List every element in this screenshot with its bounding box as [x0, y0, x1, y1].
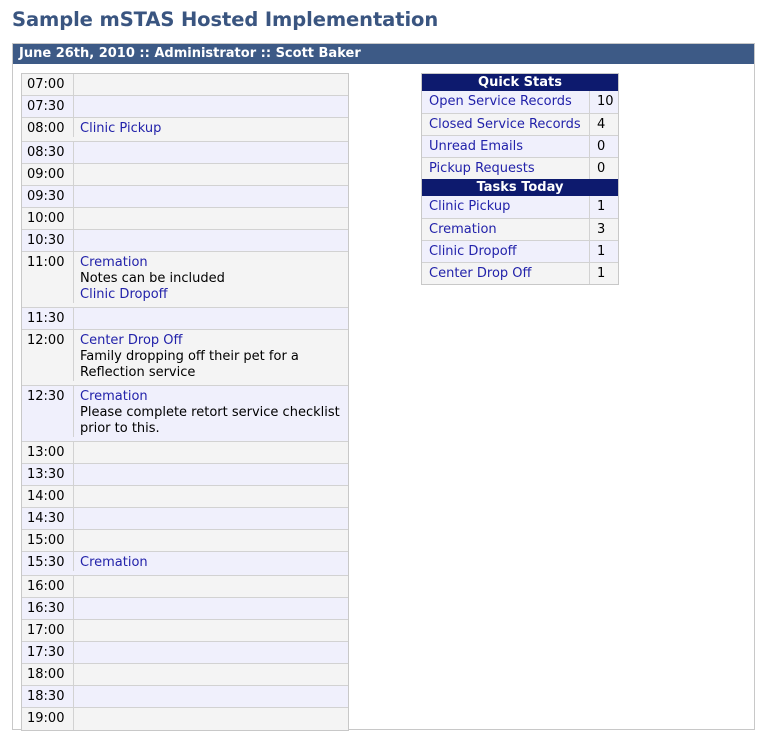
- stats-value: 4: [597, 117, 606, 132]
- stats-link[interactable]: Center Drop Off: [422, 263, 590, 284]
- schedule-row: [22, 386, 348, 442]
- time-cell: 10:30: [22, 230, 74, 251]
- stats-row: [422, 135, 618, 157]
- time-cell: 16:30: [22, 598, 74, 619]
- stats-row: [422, 157, 618, 179]
- time-cell: 12:00: [22, 330, 74, 381]
- schedule-row: [22, 708, 348, 730]
- task-cell: [74, 508, 348, 529]
- task-cell: [74, 664, 348, 685]
- task-cell: [74, 164, 348, 185]
- task-cell: [74, 74, 348, 95]
- stats-value: 0: [597, 161, 606, 176]
- stats-link[interactable]: Unread Emails: [422, 136, 590, 157]
- task-cell: [74, 386, 348, 437]
- task-cell: [74, 208, 348, 229]
- schedule-row: [22, 620, 348, 642]
- task-link[interactable]: Cremation: [80, 389, 148, 404]
- schedule-row: [22, 96, 348, 118]
- time-cell: 16:00: [22, 576, 74, 597]
- task-link[interactable]: Center Drop Off: [80, 333, 183, 348]
- stats-link[interactable]: Clinic Pickup: [422, 196, 590, 218]
- schedule-row: [22, 508, 348, 530]
- task-link[interactable]: Clinic Pickup: [80, 121, 162, 136]
- task-cell: [74, 686, 348, 707]
- task-link[interactable]: Clinic Dropoff: [80, 287, 168, 302]
- schedule-row: [22, 164, 348, 186]
- tasks-today-header: Tasks Today: [422, 179, 618, 196]
- stats-value: 0: [597, 139, 606, 154]
- quick-stats-table: [422, 91, 618, 179]
- time-cell: 17:00: [22, 620, 74, 641]
- time-cell: 10:00: [22, 208, 74, 229]
- time-cell: 18:00: [22, 664, 74, 685]
- schedule-row: [22, 530, 348, 552]
- schedule-row: [22, 118, 348, 142]
- task-cell: [74, 464, 348, 485]
- task-cell: [74, 330, 348, 381]
- schedule-row: [22, 252, 348, 308]
- schedule-row: [22, 142, 348, 164]
- time-cell: 09:30: [22, 186, 74, 207]
- stats-value: 1: [597, 199, 606, 214]
- stats-value: 1: [597, 244, 606, 259]
- task-cell: [74, 576, 348, 597]
- time-cell: 19:00: [22, 708, 74, 730]
- task-cell: [74, 530, 348, 551]
- stats-row: [422, 218, 618, 240]
- stats-value: 3: [597, 222, 606, 237]
- stats-row: [422, 262, 618, 284]
- time-cell: 08:30: [22, 142, 74, 163]
- time-cell: 11:30: [22, 308, 74, 329]
- task-link[interactable]: Cremation: [80, 555, 148, 570]
- schedule-row: [22, 552, 348, 576]
- schedule-row: [22, 308, 348, 330]
- task-link[interactable]: Cremation: [80, 255, 148, 270]
- task-cell: [74, 620, 348, 641]
- stats-panel: [421, 73, 619, 285]
- schedule-row: [22, 486, 348, 508]
- time-cell: 07:00: [22, 74, 74, 95]
- time-cell: 15:00: [22, 530, 74, 551]
- time-cell: 15:30: [22, 552, 74, 571]
- date-user-header: June 26th, 2010 :: Administrator :: Scott Baker: [13, 44, 754, 64]
- time-cell: 08:00: [22, 118, 74, 137]
- task-cell: [74, 486, 348, 507]
- time-cell: 13:30: [22, 464, 74, 485]
- schedule-row: [22, 442, 348, 464]
- time-cell: 14:00: [22, 486, 74, 507]
- time-cell: 12:30: [22, 386, 74, 437]
- schedule-row: [22, 576, 348, 598]
- schedule-row: [22, 186, 348, 208]
- time-cell: 09:00: [22, 164, 74, 185]
- stats-link[interactable]: Pickup Requests: [422, 158, 590, 179]
- main-panel: [12, 43, 755, 730]
- task-cell: [74, 96, 348, 117]
- stats-value: 1: [597, 266, 606, 281]
- task-cell: [74, 598, 348, 619]
- task-note: Notes can be included: [80, 271, 225, 286]
- task-cell: [74, 708, 348, 730]
- stats-row: [422, 196, 618, 218]
- stats-link[interactable]: Closed Service Records: [422, 114, 590, 135]
- task-cell: [74, 230, 348, 251]
- task-cell: [74, 442, 348, 463]
- schedule-row: [22, 330, 348, 386]
- time-cell: 18:30: [22, 686, 74, 707]
- schedule-row: [22, 464, 348, 486]
- task-cell: [74, 142, 348, 163]
- task-cell: [74, 186, 348, 207]
- schedule-row: [22, 642, 348, 664]
- schedule-row: [22, 230, 348, 252]
- time-cell: 17:30: [22, 642, 74, 663]
- task-cell: [74, 252, 348, 303]
- stats-row: [422, 91, 618, 113]
- schedule-row: [22, 686, 348, 708]
- time-cell: 11:00: [22, 252, 74, 303]
- tasks-today-table: [422, 196, 618, 284]
- time-cell: 14:30: [22, 508, 74, 529]
- stats-link[interactable]: Clinic Dropoff: [422, 241, 590, 262]
- task-cell: [74, 552, 348, 571]
- day-schedule: [21, 73, 349, 731]
- quick-stats-header: Quick Stats: [422, 74, 618, 91]
- schedule-row: [22, 664, 348, 686]
- stats-row: [422, 113, 618, 135]
- stats-link[interactable]: Open Service Records: [422, 91, 590, 113]
- stats-row: [422, 240, 618, 262]
- schedule-row: [22, 208, 348, 230]
- task-cell: [74, 118, 348, 137]
- schedule-row: [22, 598, 348, 620]
- stats-value: 10: [597, 94, 614, 109]
- task-cell: [74, 642, 348, 663]
- time-cell: 13:00: [22, 442, 74, 463]
- task-note: Family dropping off their pet for a Reflection service: [80, 349, 299, 380]
- stats-link[interactable]: Cremation: [422, 219, 590, 240]
- task-cell: [74, 308, 348, 329]
- task-note: Please complete retort service checklist prior to this.: [80, 405, 340, 436]
- schedule-row: [22, 74, 348, 96]
- page-title: Sample mSTAS Hosted Implementation: [12, 8, 439, 31]
- time-cell: 07:30: [22, 96, 74, 117]
